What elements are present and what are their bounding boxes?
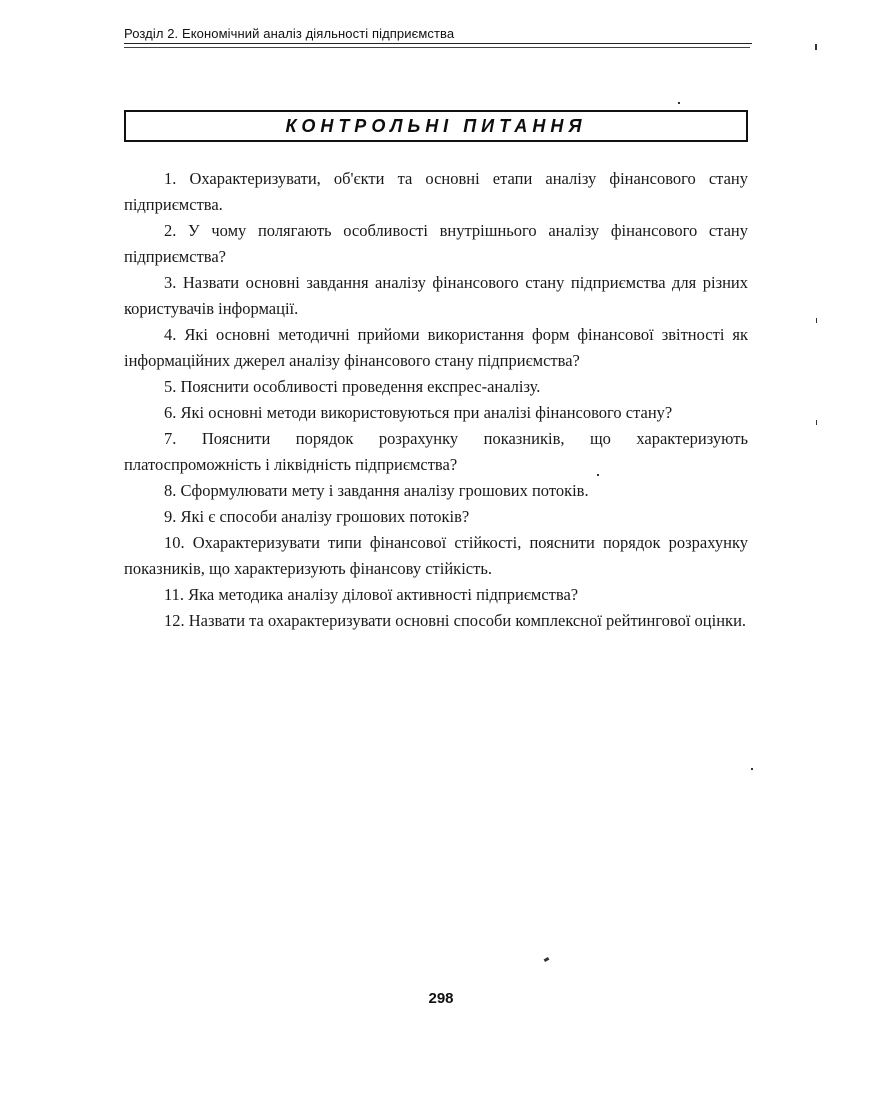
question-item: 12. Назвати та охарактеризувати основні способи комплексної рейтингової оцінки. bbox=[164, 611, 747, 630]
scan-speck bbox=[816, 318, 817, 323]
scan-speck bbox=[678, 102, 680, 104]
question-item: 5. Пояснити особливості проведення експрес-аналізу. bbox=[164, 377, 541, 396]
scan-speck bbox=[597, 474, 599, 476]
question-item: 7. Пояснити порядок розрахунку показників, що характеризують платоспроможність і ліквідність підприємства? bbox=[124, 429, 748, 474]
section-title: КОНТРОЛЬНІ ПИТАННЯ bbox=[285, 116, 587, 136]
scan-speck bbox=[544, 957, 550, 962]
running-header: Розділ 2. Економічний аналіз діяльності підприємства bbox=[124, 26, 455, 41]
question-item: 6. Які основні методи використовуються при аналізі фінансового стану? bbox=[164, 403, 673, 422]
question-item: 11. Яка методика аналізу ділової активності підприємства? bbox=[164, 585, 579, 604]
scan-speck bbox=[815, 44, 817, 50]
header-rule-secondary bbox=[124, 47, 750, 48]
section-title-box bbox=[124, 110, 748, 142]
question-item: 4. Які основні методичні прийоми використання форм фінансової звітності як інформаційних джерел аналізу фінансового стану підприємства? bbox=[124, 325, 748, 370]
question-item: 3. Назвати основні завдання аналізу фінансового стану підприємства для різних користувачів інформації. bbox=[124, 273, 748, 318]
header-rule bbox=[124, 43, 752, 44]
question-item: 2. У чому полягають особливості внутрішнього аналізу фінансового стану підприємства? bbox=[124, 221, 748, 266]
scan-speck bbox=[751, 768, 753, 770]
question-item: 10. Охарактеризувати типи фінансової стійкості, пояснити порядок розрахунку показників, що характеризують фінансову стійкість. bbox=[124, 533, 748, 578]
question-item: 9. Які є способи аналізу грошових потоків? bbox=[164, 507, 470, 526]
question-item: 1. Охарактеризувати, об'єкти та основні етапи аналізу фінансового стану підприємства. bbox=[124, 169, 748, 214]
question-item: 8. Сформулювати мету і завдання аналізу грошових потоків. bbox=[164, 481, 589, 500]
scan-speck bbox=[816, 420, 817, 425]
page-number: 298 bbox=[428, 990, 454, 1007]
question-list bbox=[124, 166, 748, 634]
